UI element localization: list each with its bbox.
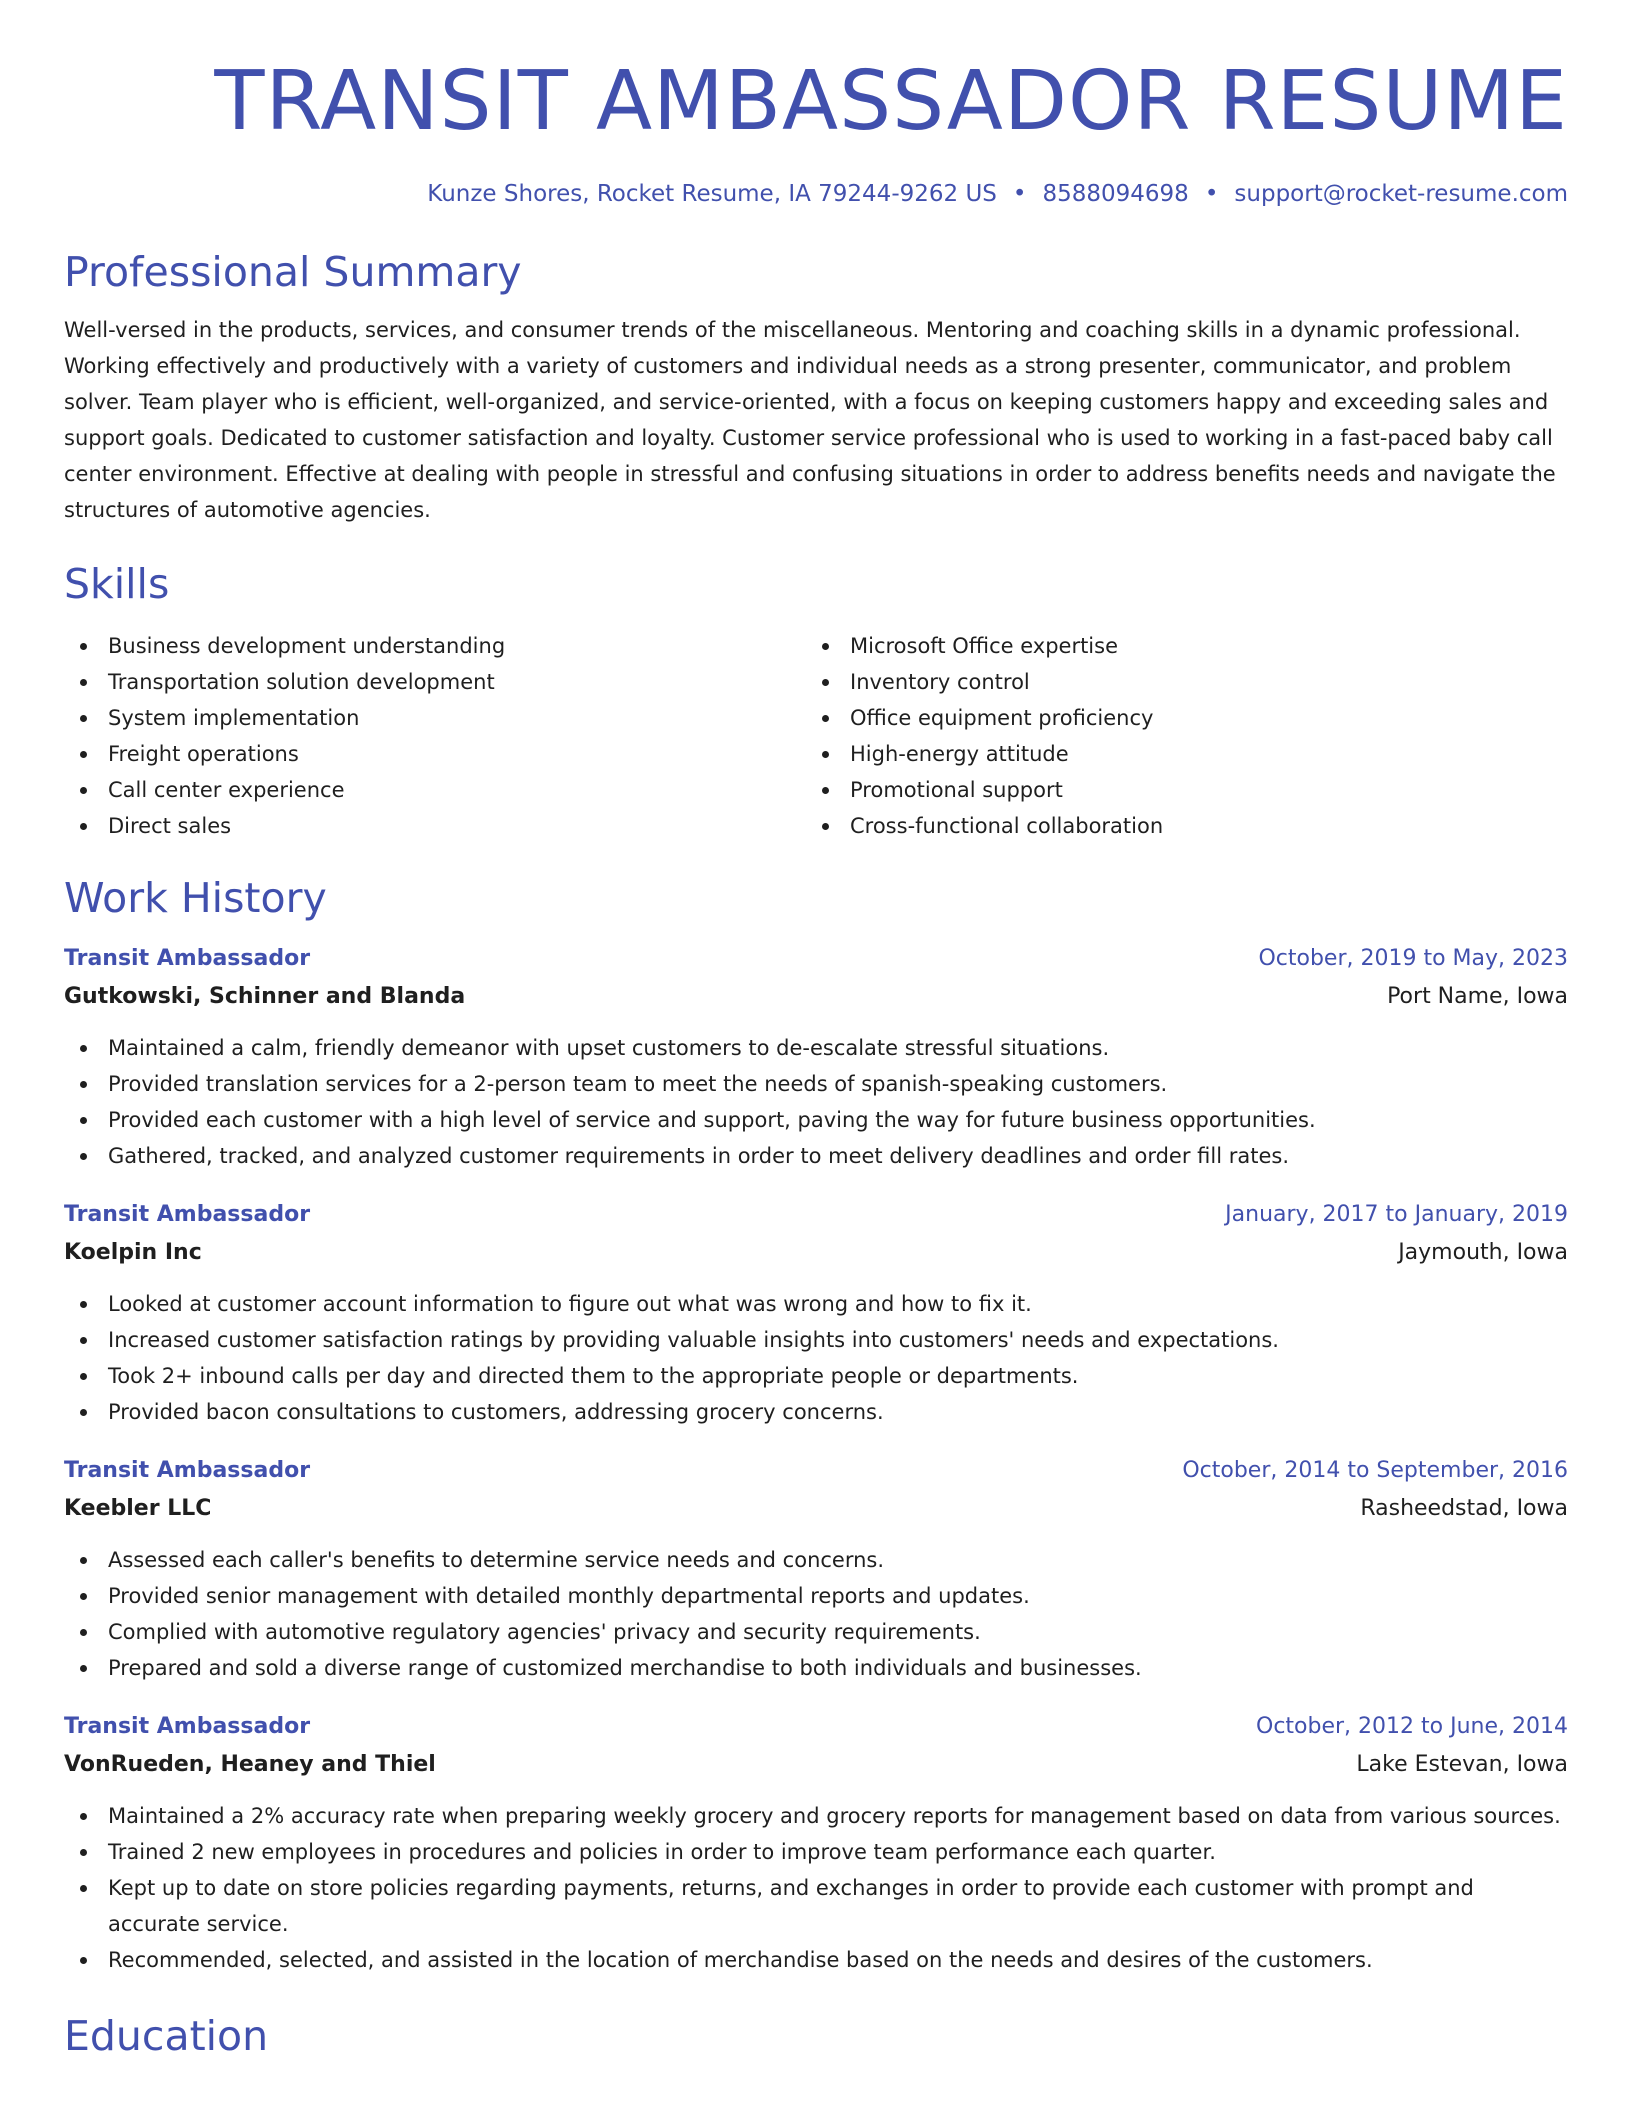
job-entry: [64, 1452, 1568, 1686]
summary-heading: Professional Summary: [64, 248, 522, 296]
work-history-heading: Work History: [64, 874, 327, 922]
job-subheader: [64, 1746, 1568, 1784]
job-bullets: [64, 1798, 1568, 1978]
job-bullets: [64, 1286, 1568, 1430]
job-bullet: Prepared and sold a diverse range of customized merchandise to both individuals and businesses.: [64, 1650, 1568, 1686]
job-title: Transit Ambassador: [64, 1714, 311, 1739]
contact-line: [64, 178, 1568, 210]
skills-heading: Skills: [64, 560, 170, 608]
contact-email[interactable]: support@rocket-resume.com: [1234, 181, 1568, 207]
job-location: Jaymouth, Iowa: [1398, 1240, 1568, 1265]
job-bullet: Provided senior management with detailed monthly departmental reports and updates.: [64, 1578, 1568, 1614]
job-entry: [64, 940, 1568, 1174]
job-company: Keebler LLC: [64, 1496, 212, 1521]
skill-item: System implementation: [64, 700, 806, 736]
job-header: [64, 940, 1568, 978]
job-header: [64, 1452, 1568, 1490]
job-title: Transit Ambassador: [64, 1458, 311, 1483]
skill-item: Microsoft Office expertise: [806, 628, 1548, 664]
job-subheader: [64, 1234, 1568, 1272]
summary-text: Well-versed in the products, services, and consumer trends of the miscellaneous. Mentoring and coaching skills in a dynamic professional. Working effectively and productively with a variety of customers and individual needs as a strong presenter, communicator, and problem solver. Team player who is efficient, well-organized, and service-oriented, with a focus on keeping customers happy and exceeding sales and support goals. Dedicated to customer satisfaction and loyalty. Customer service professional who is used to working in a fast-paced baby call center environment. Effective at dealing with people in stressful and confusing situations in order to address benefits needs and navigate the structures of automotive agencies.: [64, 318, 1556, 522]
contact-phone[interactable]: 8588094698: [1042, 181, 1189, 207]
job-bullet: Maintained a 2% accuracy rate when preparing weekly grocery and grocery reports for management based on data from various sources.: [64, 1798, 1568, 1834]
skill-item: Business development understanding: [64, 628, 806, 664]
job-header: [64, 1196, 1568, 1234]
resume-title: TRANSIT AMBASSADOR RESUME: [214, 54, 1568, 149]
skills-column-left: [64, 628, 806, 844]
job-bullet: Assessed each caller's benefits to determine service needs and concerns.: [64, 1542, 1568, 1578]
skill-item: Inventory control: [806, 664, 1548, 700]
job-company: Koelpin Inc: [64, 1240, 202, 1265]
job-bullet: Trained 2 new employees in procedures and policies in order to improve team performance each quarter.: [64, 1834, 1568, 1870]
job-bullet: Looked at customer account information to figure out what was wrong and how to fix it.: [64, 1286, 1568, 1322]
job-location: Rasheedstad, Iowa: [1360, 1496, 1568, 1521]
resume-page: [64, 0, 1568, 2064]
contact-separator: •: [1012, 181, 1027, 207]
job-bullet: Took 2+ inbound calls per day and directed them to the appropriate people or departments.: [64, 1358, 1568, 1394]
job-subheader: [64, 1490, 1568, 1528]
job-bullet: Provided bacon consultations to customers, addressing grocery concerns.: [64, 1394, 1568, 1430]
skill-item: Call center experience: [64, 772, 806, 808]
skill-item: Freight operations: [64, 736, 806, 772]
job-dates: October, 2019 to May, 2023: [1258, 946, 1568, 971]
job-company: VonRueden, Heaney and Thiel: [64, 1752, 436, 1777]
job-bullet: Kept up to date on store policies regarding payments, returns, and exchanges in order to provide each customer with prompt and accurate service.: [64, 1870, 1568, 1942]
contact-address: Kunze Shores, Rocket Resume, IA 79244-9262 US: [427, 181, 997, 207]
skill-item: High-energy attitude: [806, 736, 1548, 772]
skill-item: Cross-functional collaboration: [806, 808, 1548, 844]
skill-item: Transportation solution development: [64, 664, 806, 700]
skill-item: Promotional support: [806, 772, 1548, 808]
job-bullets: [64, 1542, 1568, 1686]
skill-item: Office equipment proficiency: [806, 700, 1548, 736]
job-location: Port Name, Iowa: [1387, 984, 1568, 1009]
job-bullets: [64, 1030, 1568, 1174]
job-entry: [64, 1196, 1568, 1430]
job-dates: October, 2014 to September, 2016: [1182, 1458, 1568, 1483]
skills-column-right: [806, 628, 1548, 844]
skill-item: Direct sales: [64, 808, 806, 844]
contact-separator: •: [1204, 181, 1219, 207]
job-location: Lake Estevan, Iowa: [1356, 1752, 1568, 1777]
job-company: Gutkowski, Schinner and Blanda: [64, 984, 466, 1009]
job-bullet: Provided translation services for a 2-person team to meet the needs of spanish-speaking customers.: [64, 1066, 1568, 1102]
job-bullet: Maintained a calm, friendly demeanor with upset customers to de-escalate stressful situations.: [64, 1030, 1568, 1066]
education-heading: Education: [64, 2012, 269, 2060]
job-bullet: Complied with automotive regulatory agencies' privacy and security requirements.: [64, 1614, 1568, 1650]
job-bullet: Gathered, tracked, and analyzed customer requirements in order to meet delivery deadlines and order fill rates.: [64, 1138, 1568, 1174]
job-entry: [64, 1708, 1568, 1978]
job-dates: January, 2017 to January, 2019: [1225, 1202, 1568, 1227]
job-subheader: [64, 978, 1568, 1016]
job-bullet: Increased customer satisfaction ratings by providing valuable insights into customers' needs and expectations.: [64, 1322, 1568, 1358]
job-title: Transit Ambassador: [64, 946, 311, 971]
job-bullet: Provided each customer with a high level of service and support, paving the way for future business opportunities.: [64, 1102, 1568, 1138]
job-dates: October, 2012 to June, 2014: [1256, 1714, 1568, 1739]
job-title: Transit Ambassador: [64, 1202, 311, 1227]
job-bullet: Recommended, selected, and assisted in the location of merchandise based on the needs and desires of the customers.: [64, 1942, 1568, 1978]
job-header: [64, 1708, 1568, 1746]
skills-list: [64, 628, 1568, 844]
